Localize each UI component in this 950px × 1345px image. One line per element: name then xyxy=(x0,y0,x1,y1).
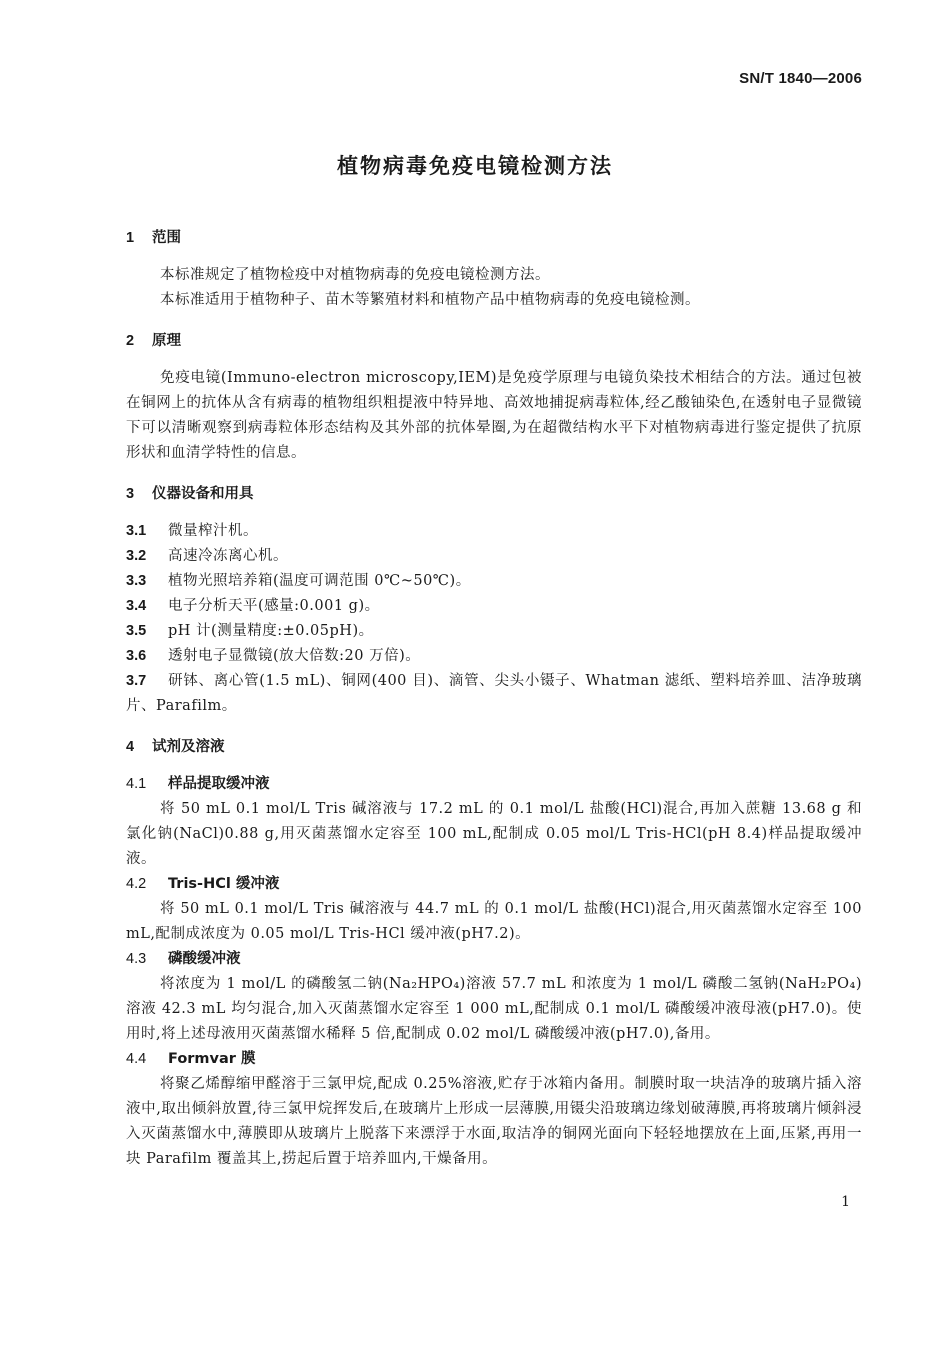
section-title: 试剂及溶液 xyxy=(152,739,225,755)
item-text: 透射电子显微镜(放大倍数:20 万倍)。 xyxy=(168,648,421,664)
item-number: 3.1 xyxy=(126,523,147,539)
item-number: 3.2 xyxy=(126,548,147,564)
item-number: 3.5 xyxy=(126,623,147,639)
list-item xyxy=(126,619,862,644)
list-item xyxy=(126,594,862,619)
paragraph: 本标准适用于植物种子、苗木等繁殖材料和植物产品中植物病毒的免疫电镜检测。 xyxy=(160,292,700,308)
section-title: 仪器设备和用具 xyxy=(152,486,254,502)
item-text: 植物光照培养箱(温度可调范围 0℃~50℃)。 xyxy=(168,573,471,589)
paragraph: 将聚乙烯醇缩甲醛溶于三氯甲烷,配成 0.25%溶液,贮存于冰箱内备用。制膜时取一块洁净的玻璃片插入溶液中,取出倾斜放置,待三氯甲烷挥发后,在玻璃片上形成一层薄膜,用镊尖沿玻璃边缘划破薄膜,再将玻璃片倾斜浸入灭菌蒸馏水中,薄膜即从玻璃片上脱落下来漂浮于水面,取洁净的铜网光面向下轻轻地摆放在上面,压紧,再用一块 Parafilm 覆盖其上,捞起后置于培养皿内,干燥备用。 xyxy=(126,1076,862,1167)
section-number: 2 xyxy=(126,333,135,349)
paragraph: 本标准规定了植物检疫中对植物病毒的免疫电镜检测方法。 xyxy=(160,267,550,283)
item-number: 3.3 xyxy=(126,573,147,589)
list-item xyxy=(126,669,862,719)
item-text: 高速冷冻离心机。 xyxy=(168,548,288,564)
section-title: 范围 xyxy=(152,230,181,246)
item-text: 电子分析天平(感量:0.001 g)。 xyxy=(168,598,380,614)
section-number: 1 xyxy=(126,230,135,246)
subsection-number: 4.1 xyxy=(126,776,147,792)
page-title: 植物病毒免疫电镜检测方法 xyxy=(337,154,613,178)
document-body xyxy=(126,226,862,1172)
subsection-heading xyxy=(126,772,862,797)
paragraph: 免疫电镜(Immuno-electron microscopy,IEM)是免疫学原理与电镜负染技术相结合的方法。通过包被在铜网上的抗体从含有病毒的植物组织粗提液中特异地、高效地捕捉病毒粒体,经乙酸铀染色,在透射电子显微镜下可以清晰观察到病毒粒体形态结构及其外部的抗体晕圈,为在超微结构水平下对植物病毒进行鉴定提供了抗原形状和血清学特性的信息。 xyxy=(126,370,862,461)
page-number: 1 xyxy=(841,1194,850,1210)
paragraph: 将浓度为 1 mol/L 的磷酸氢二钠(Na₂HPO₄)溶液 57.7 mL 和浓度为 1 mol/L 磷酸二氢钠(NaH₂PO₄)溶液 42.3 mL 均匀混合,加入灭菌蒸馏水定容至 1 000 mL,配制成 0.1 mol/L 磷酸缓冲液母液(pH7.0)。使用时,将上述母液用灭菌蒸馏水稀释 5 倍,配制成 0.02 mol/L 磷酸缓冲液(pH7.0),备用。 xyxy=(126,976,862,1042)
subsection-heading xyxy=(126,1047,862,1072)
item-number: 3.4 xyxy=(126,598,147,614)
section-heading-scope xyxy=(126,226,862,251)
list-item xyxy=(126,519,862,544)
standard-code: SN/T 1840—2006 xyxy=(739,70,862,87)
section-heading-apparatus xyxy=(126,482,862,507)
item-text: 微量榨汁机。 xyxy=(168,523,258,539)
section-heading-reagents xyxy=(126,735,862,760)
subsection-heading xyxy=(126,872,862,897)
list-item xyxy=(126,544,862,569)
subsection-heading xyxy=(126,947,862,972)
subsection-title: Tris-HCl 缓冲液 xyxy=(168,876,280,892)
section-number: 4 xyxy=(126,739,135,755)
paragraph: 将 50 mL 0.1 mol/L Tris 碱溶液与 17.2 mL 的 0.1 mol/L 盐酸(HCl)混合,再加入蔗糖 13.68 g 和氯化钠(NaCl)0.88 g,用灭菌蒸馏水定容至 100 mL,配制成 0.05 mol/L Tris-HCl(pH 8.4)样品提取缓冲液。 xyxy=(126,801,862,867)
section-title: 原理 xyxy=(152,333,181,349)
subsection-title: Formvar 膜 xyxy=(168,1051,256,1067)
item-number: 3.7 xyxy=(126,673,147,689)
section-number: 3 xyxy=(126,486,135,502)
item-number: 3.6 xyxy=(126,648,147,664)
item-text: 研钵、离心管(1.5 mL)、铜网(400 目)、滴管、尖头小镊子、Whatman 滤纸、塑料培养皿、洁净玻璃片、Parafilm。 xyxy=(126,673,862,714)
paragraph: 将 50 mL 0.1 mol/L Tris 碱溶液与 44.7 mL 的 0.1 mol/L 盐酸(HCl)混合,用灭菌蒸馏水定容至 100 mL,配制成浓度为 0.05 mol/L Tris-HCl 缓冲液(pH7.2)。 xyxy=(126,901,862,942)
item-text: pH 计(测量精度:±0.05pH)。 xyxy=(168,623,374,639)
subsection-title: 磷酸缓冲液 xyxy=(168,951,241,967)
subsection-number: 4.4 xyxy=(126,1051,147,1067)
list-item xyxy=(126,569,862,594)
subsection-number: 4.2 xyxy=(126,876,147,892)
subsection-title: 样品提取缓冲液 xyxy=(168,776,270,792)
section-heading-principle xyxy=(126,329,862,354)
list-item xyxy=(126,644,862,669)
subsection-number: 4.3 xyxy=(126,951,147,967)
